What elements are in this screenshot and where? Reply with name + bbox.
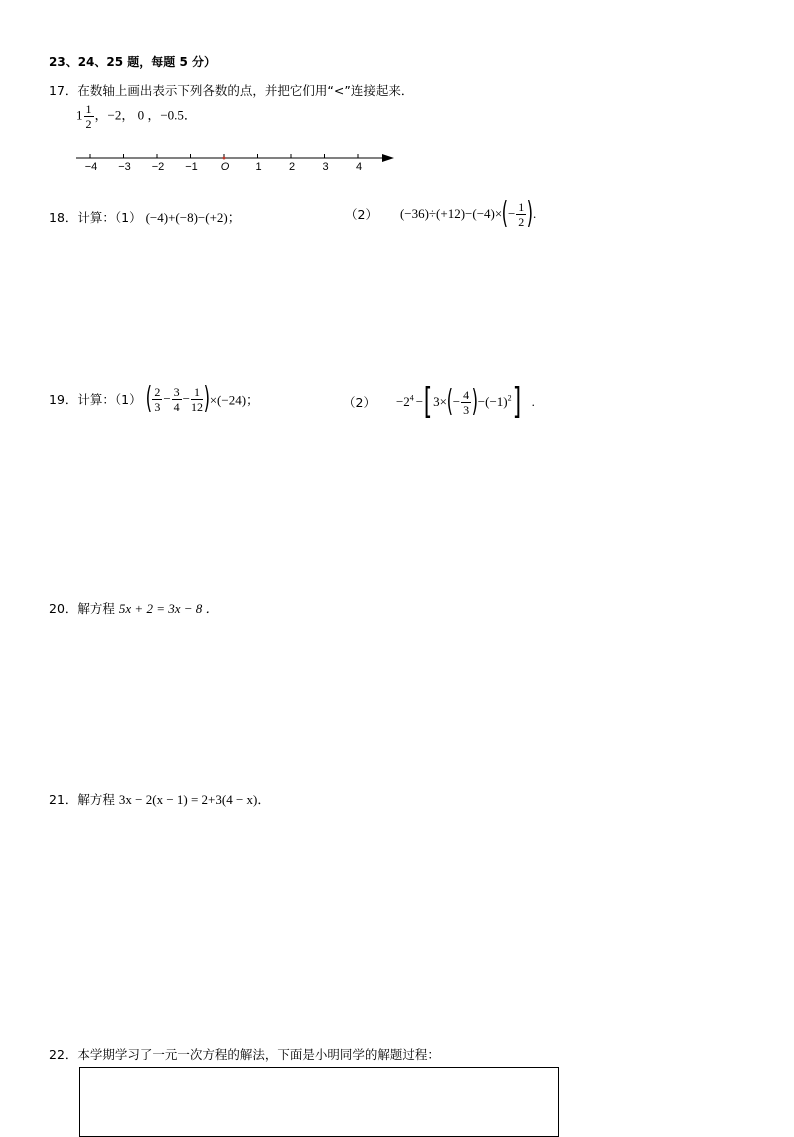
q19-op2: −	[182, 391, 190, 406]
q19-line	[49, 381, 260, 416]
q18-part2	[345, 196, 537, 231]
q18-number: 18．	[49, 210, 78, 225]
q20-equation: 5x + 2 = 3x − 8 ．	[118, 601, 219, 616]
q19-p2-minus: −	[415, 394, 424, 409]
q18-label: 计算：（1）	[77, 210, 142, 225]
q20-number: 20．	[49, 601, 78, 616]
q21-number: 21．	[49, 792, 78, 807]
q17-whole: 1	[76, 107, 83, 123]
q21-line	[49, 789, 270, 808]
q19-tail1: ×(−24)；	[209, 392, 260, 408]
q18-fraction: $\frac{1}{2}$	[518, 199, 525, 229]
q19-frac2: $\frac{3}{4}$	[173, 384, 180, 414]
q19-frac1: $\frac{2}{3}$	[154, 384, 161, 414]
q19-number: 19．	[49, 392, 78, 407]
q18-part2-expr: (−36)÷(+12)−(−4)×	[399, 206, 503, 221]
q18-part1: (−4)+(−8)−(+2)；	[145, 210, 241, 225]
q19-part2	[343, 381, 535, 422]
q19-label: 计算：（1）	[77, 392, 142, 407]
q17-numbers	[76, 103, 197, 130]
q19-end: .	[531, 394, 535, 409]
q19-frac3: $\frac{1}{12}$	[191, 384, 203, 414]
number-line-tick-label: O	[220, 161, 230, 173]
q17-fraction: $\frac{1}{2}$	[85, 102, 92, 131]
q19-right-paren: )	[203, 381, 211, 416]
q19-p2-d: $-(-1)^2$	[477, 393, 512, 410]
q18-line	[49, 207, 241, 226]
number-line-tick-label: −1	[185, 161, 198, 173]
q19-right-bracket: ]	[512, 381, 521, 422]
q19-p2-fraction: $\frac{4}{3}$	[463, 387, 470, 417]
q20-line	[49, 598, 219, 617]
number-line-tick-label: 1	[255, 161, 262, 173]
q21-equation: 3x − 2(x − 1) = 2+3(4 − x)．	[118, 792, 271, 807]
q19-p2-c: 3×	[433, 394, 448, 409]
section-note: 23、24、25 题，每题 5 分）	[49, 55, 216, 69]
q22-text: 本学期学习了一元一次方程的解法，下面是小明同学的解题过程：	[77, 1047, 440, 1062]
q18-right-paren: )	[526, 196, 534, 231]
q21-text: 解方程	[77, 792, 115, 807]
number-line-tick-label: −4	[84, 161, 98, 173]
q19-left-bracket: [	[423, 381, 433, 422]
q18-left-paren: (	[501, 196, 509, 231]
q20-text: 解方程	[77, 601, 115, 616]
origin-dot	[223, 157, 226, 160]
q19-left-paren: (	[145, 381, 152, 416]
solution-box	[79, 1067, 559, 1137]
number-line-arrow	[382, 154, 394, 162]
q22-number: 22．	[49, 1047, 78, 1062]
number-line-tick-label: −3	[118, 161, 131, 173]
q18-part2-label: （2）	[345, 207, 378, 222]
q17-number: 17．	[49, 83, 78, 98]
q17-line	[49, 81, 413, 99]
number-line-tick-label: −2	[151, 161, 165, 173]
q19-p2-right-paren: )	[471, 384, 479, 419]
q18-end: .	[533, 206, 537, 221]
q18-frac-sign: −	[507, 206, 516, 221]
number-line-tick-label: 4	[355, 161, 363, 173]
q19-p2-sign: −	[452, 394, 461, 409]
number-line-tick-label: 3	[322, 161, 329, 173]
q19-p2-left-paren: (	[446, 384, 454, 419]
q19-op1: −	[163, 391, 171, 406]
q22-line	[49, 1045, 440, 1063]
q17-text: 在数轴上画出表示下列各数的点，并把它们用“<”连接起来．	[77, 83, 414, 98]
q19-p2-a: $-2^4$	[395, 393, 414, 410]
q17-rest: ，−2， 0 ，−0.5．	[94, 107, 197, 123]
number-line-tick-label: 2	[288, 161, 296, 173]
q19-part2-label: （2）	[343, 395, 376, 410]
